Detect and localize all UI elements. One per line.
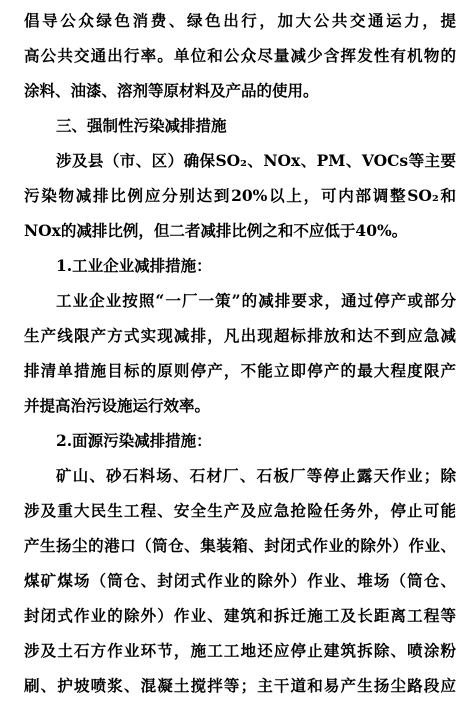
subsection-heading: 1.工业企业减排措施： (56, 256, 212, 275)
section-heading: 三、强制性污染减排措施 (56, 116, 227, 135)
paragraph-line: 高公共交通出行率。单位和公众尽量减少含挥发性有机物的 (24, 46, 456, 65)
subsection-heading: 2.面源污染减排措施： (56, 431, 212, 450)
paragraph-line: 排清单措施目标的原则停产，不能立即停产的最大程度限产 (24, 361, 456, 380)
paragraph-line: 涂料、油漆、溶剂等原材料及产品的使用。 (24, 81, 319, 100)
paragraph-line: 涉及重大民生工程、安全生产及应急抢险任务外，停止可能 (24, 501, 456, 520)
paragraph-line: 并提高治污设施运行效率。 (24, 396, 211, 415)
paragraph-line: 封闭式作业的除外）作业、建筑和拆迁施工及长距离工程等 (24, 606, 456, 625)
paragraph-line: 刷、护坡喷浆、混凝土搅拌等；主干道和易产生扬尘路段应 (24, 676, 456, 695)
paragraph-line: 产生扬尘的港口（筒仓、集装箱、封闭式作业的除外）作业、 (24, 536, 456, 555)
paragraph-line: 涉及县（市、区）确保SO₂、NOx、PM、VOCs等主要 (56, 151, 456, 170)
paragraph-line: 生产线限产方式实现减排，凡出现超标排放和达不到应急减 (24, 326, 456, 345)
paragraph-line: NOx的减排比例，但二者减排比例之和不应低于40%。 (24, 221, 408, 240)
paragraph-line: 污染物减排比例应分别达到20%以上，可内部调整SO₂和 (24, 186, 456, 205)
paragraph-line: 涉及土石方作业环节，施工工地还应停止建筑拆除、喷涂粉 (24, 641, 456, 660)
paragraph-line: 煤矿煤场（筒仓、封闭式作业的除外）作业、堆场（筒仓、 (24, 571, 456, 590)
paragraph-line: 矿山、砂石料场、石材厂、石板厂等停止露天作业；除 (56, 466, 456, 485)
paragraph-line: 工业企业按照“一厂一策”的减排要求，通过停产或部分 (56, 291, 456, 310)
paragraph-line: 倡导公众绿色消费、绿色出行，加大公共交通运力，提 (24, 11, 456, 30)
